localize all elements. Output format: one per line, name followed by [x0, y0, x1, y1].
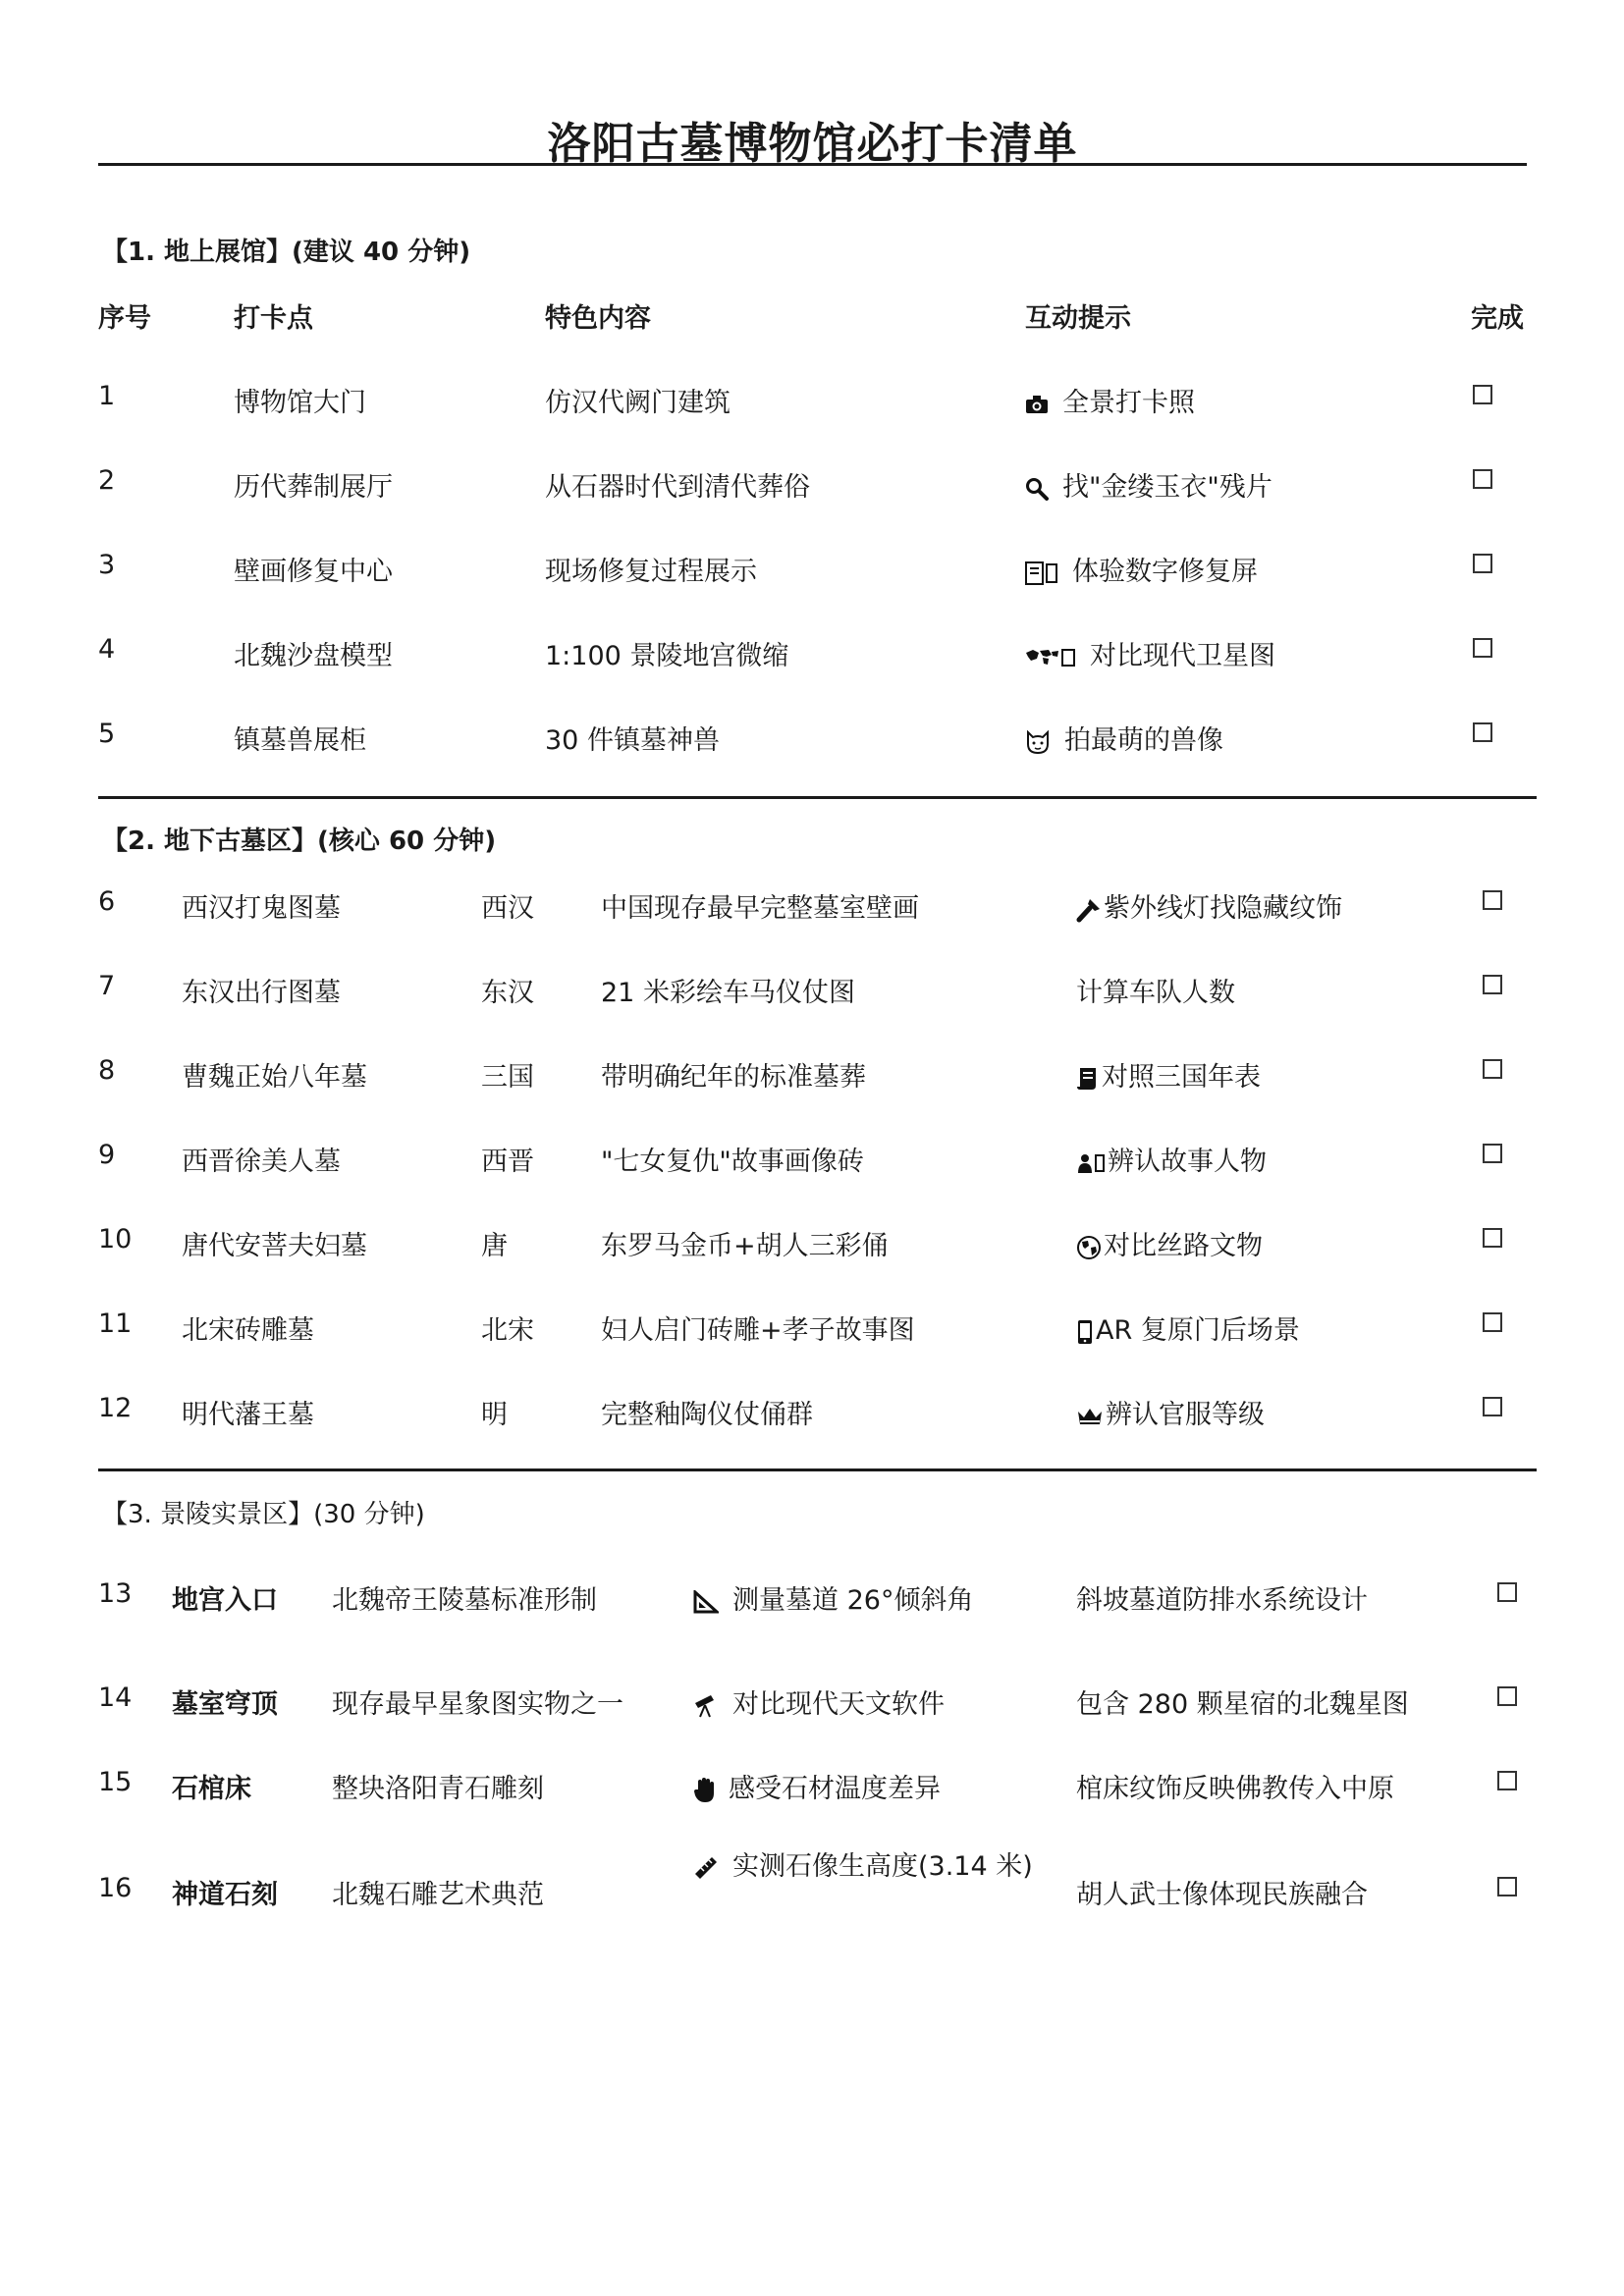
interaction-tip: 全景打卡照	[1062, 388, 1195, 418]
title-divider	[98, 163, 1527, 166]
section-heading-1: 【1. 地上展馆】(建议 40 分钟)	[102, 238, 471, 267]
note-text: 棺床纹饰反映佛教传入中原	[1076, 1774, 1394, 1804]
note-text: 胡人武士像体现民族融合	[1076, 1880, 1368, 1910]
done-checkbox[interactable]	[1483, 1059, 1502, 1079]
done-checkbox[interactable]	[1483, 1397, 1502, 1416]
interaction-tip: 找"金缕玉衣"残片	[1062, 472, 1272, 503]
spot-name: 石棺床	[172, 1774, 251, 1804]
feature-text: 北魏石雕艺术典范	[332, 1880, 544, 1910]
interaction-tip: AR 复原门后场景	[1096, 1315, 1300, 1346]
column-header-tip: 互动提示	[1025, 303, 1131, 334]
interaction-tip: 对比现代卫星图	[1090, 641, 1275, 671]
globe-icon	[1076, 1235, 1102, 1260]
section-heading-2: 【2. 地下古墓区】(核心 60 分钟)	[102, 827, 497, 856]
done-checkbox[interactable]	[1497, 1771, 1517, 1790]
done-checkbox[interactable]	[1473, 469, 1492, 489]
interaction-tip: 对照三国年表	[1102, 1062, 1261, 1093]
feature-text: 中国现存最早完整墓室壁画	[601, 893, 919, 924]
spot-name: 北宋砖雕墓	[182, 1315, 314, 1346]
interaction-tip: 对比现代天文软件	[732, 1689, 945, 1720]
done-checkbox[interactable]	[1473, 722, 1492, 742]
spot-name: 镇墓兽展柜	[234, 725, 366, 756]
column-header-spot: 打卡点	[234, 303, 313, 334]
telescope-icon	[693, 1693, 719, 1719]
done-checkbox[interactable]	[1473, 638, 1492, 658]
done-checkbox[interactable]	[1483, 890, 1502, 910]
feature-text: "七女复仇"故事画像砖	[601, 1147, 864, 1177]
feature-text: 1:100 景陵地宫微缩	[545, 641, 789, 671]
row-number: 4	[98, 634, 116, 665]
done-checkbox[interactable]	[1497, 1582, 1517, 1602]
row-number: 7	[98, 971, 116, 1001]
interaction-tip: 辨认故事人物	[1108, 1147, 1267, 1177]
row-number: 15	[98, 1767, 133, 1797]
spot-name: 东汉出行图墓	[182, 978, 341, 1008]
done-checkbox[interactable]	[1483, 1144, 1502, 1163]
spot-name: 墓室穹顶	[172, 1689, 278, 1720]
row-number: 11	[98, 1308, 133, 1339]
row-number: 2	[98, 465, 116, 496]
done-checkbox[interactable]	[1497, 1686, 1517, 1706]
spot-name: 西晋徐美人墓	[182, 1147, 341, 1177]
feature-text: 东罗马金币+胡人三彩俑	[601, 1231, 889, 1261]
row-number: 16	[98, 1873, 133, 1903]
section-heading-3: 【3. 景陵实景区】(30 分钟)	[102, 1500, 425, 1529]
column-header-feature: 特色内容	[545, 303, 651, 334]
done-checkbox[interactable]	[1497, 1877, 1517, 1896]
done-checkbox[interactable]	[1483, 975, 1502, 994]
feature-text: 现存最早星象图实物之一	[332, 1689, 623, 1720]
row-number: 12	[98, 1393, 133, 1423]
note-text: 斜坡墓道防排水系统设计	[1076, 1585, 1368, 1616]
crown-icon	[1076, 1406, 1104, 1427]
interaction-tip: 拍最萌的兽像	[1064, 725, 1223, 756]
era-text: 东汉	[481, 978, 534, 1008]
interaction-tip: 计算车队人数	[1076, 978, 1235, 1008]
row-number: 10	[98, 1224, 133, 1255]
spot-name: 地宫入口	[172, 1585, 278, 1616]
row-number: 5	[98, 719, 116, 749]
row-number: 14	[98, 1682, 133, 1713]
camera-icon	[1025, 395, 1049, 414]
interaction-tip: 体验数字修复屏	[1072, 557, 1258, 587]
hand-icon	[693, 1778, 715, 1803]
feature-text: 带明确纪年的标准墓葬	[601, 1062, 866, 1093]
interaction-tip: 实测石像生高度(3.14 米)	[732, 1851, 1033, 1882]
done-checkbox[interactable]	[1483, 1228, 1502, 1248]
spot-name: 明代藩王墓	[182, 1400, 314, 1430]
section-divider	[98, 796, 1537, 799]
done-checkbox[interactable]	[1483, 1312, 1502, 1332]
feature-text: 北魏帝王陵墓标准形制	[332, 1585, 597, 1616]
note-text: 包含 280 颗星宿的北魏星图	[1076, 1689, 1409, 1720]
spot-name: 历代葬制展厅	[234, 472, 393, 503]
column-header-done: 完成	[1471, 303, 1524, 334]
era-text: 西汉	[481, 893, 534, 924]
feature-text: 21 米彩绘车马仪仗图	[601, 978, 855, 1008]
row-number: 9	[98, 1140, 116, 1170]
interaction-tip: 辨认官服等级	[1106, 1400, 1265, 1430]
interaction-tip: 对比丝路文物	[1104, 1231, 1263, 1261]
feature-text: 整块洛阳青石雕刻	[332, 1774, 544, 1804]
spot-name: 西汉打鬼图墓	[182, 893, 341, 924]
interaction-tip: 感受石材温度差异	[729, 1774, 941, 1804]
era-text: 三国	[481, 1062, 534, 1093]
interaction-tip: 测量墓道 26°倾斜角	[732, 1585, 974, 1616]
spot-name: 唐代安菩夫妇墓	[182, 1231, 367, 1261]
spot-name: 曹魏正始八年墓	[182, 1062, 367, 1093]
magnifier-icon	[1025, 477, 1049, 501]
spot-name: 神道石刻	[172, 1880, 278, 1910]
feature-text: 妇人启门砖雕+孝子故事图	[601, 1315, 915, 1346]
row-number: 3	[98, 550, 116, 580]
era-text: 西晋	[481, 1147, 534, 1177]
row-number: 8	[98, 1055, 116, 1086]
feature-text: 仿汉代阙门建筑	[545, 388, 731, 418]
spot-name: 壁画修复中心	[234, 557, 393, 587]
row-number: 6	[98, 886, 116, 917]
interaction-tip: 紫外线灯找隐藏纹饰	[1104, 893, 1342, 924]
flashlight-icon	[1076, 897, 1102, 923]
done-checkbox[interactable]	[1473, 385, 1492, 404]
feature-text: 30 件镇墓神兽	[545, 725, 720, 756]
cat-face-icon	[1025, 729, 1051, 755]
feature-text: 从石器时代到清代葬俗	[545, 472, 810, 503]
section-divider	[98, 1468, 1537, 1471]
era-text: 明	[481, 1400, 508, 1430]
spot-name: 博物馆大门	[234, 388, 366, 418]
era-text: 北宋	[481, 1315, 534, 1346]
done-checkbox[interactable]	[1473, 554, 1492, 573]
scroll-icon	[1076, 1066, 1100, 1092]
figure-icon	[1076, 1151, 1106, 1175]
feature-text: 完整釉陶仪仗俑群	[601, 1400, 813, 1430]
triangle-ruler-icon	[693, 1590, 719, 1614]
world-map-icon	[1025, 647, 1076, 668]
page-title: 洛阳古墓博物馆必打卡清单	[547, 119, 1078, 169]
row-number: 13	[98, 1578, 133, 1609]
screen-icon	[1025, 561, 1058, 586]
column-header-number: 序号	[98, 303, 151, 334]
feature-text: 现场修复过程展示	[545, 557, 757, 587]
spot-name: 北魏沙盘模型	[234, 641, 393, 671]
ruler-icon	[693, 1855, 719, 1881]
era-text: 唐	[481, 1231, 508, 1261]
row-number: 1	[98, 381, 116, 411]
phone-icon	[1076, 1319, 1094, 1345]
